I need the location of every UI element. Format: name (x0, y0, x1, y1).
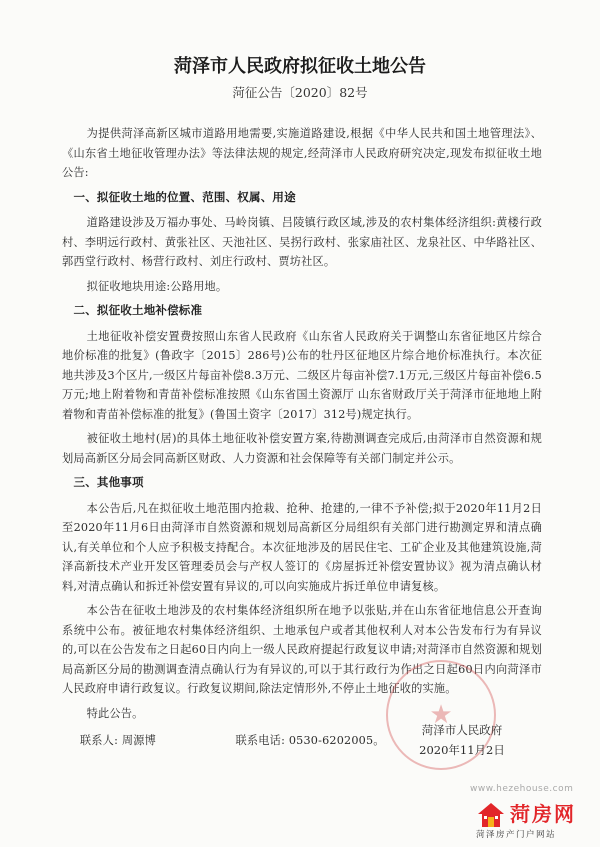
star-icon: ★ (429, 700, 453, 730)
section-1-paragraph-2: 拟征收地块用途:公路用地。 (86, 279, 228, 293)
contact-phone-suffix: 。 (373, 734, 385, 747)
signature-block (392, 720, 532, 760)
intro-paragraph: 为提供菏泽高新区城市道路用地需要,实施道路建设,根据《中华人民共和国土地管理法》、《山东省土地征收管理办法》等法律法规的规定,经菏泽市人民政府研究决定,现发布拟征收土地公告: (62, 127, 542, 179)
notice-body (62, 124, 542, 751)
section-2-heading: 二、拟征收土地补偿标准 (73, 303, 203, 317)
contact-phone-label: 联系电话: (235, 734, 286, 747)
watermark-url: www.hezehouse.com (470, 784, 574, 794)
section-3-paragraph-1: 本公告后,凡在拟征收土地范围内抢栽、抢种、抢建的,一律不予补偿;拟于2020年11月2日至2020年11月6日由菏泽市自然资源和规划局高新区分局组织有关部门进行勘测定界和清点确认,有关单位和个人应予积极支持配合。本次征地涉及的居民住宅、工矿企业及其他建筑设施,菏泽高新技术产业开发区管理委员会与产权人签订的《房屋拆迁补偿安置协议》视为清点确认材料,对清点确认和拆迁补偿安置有异议的,可以向实施成片拆迁单位申请复核。 (62, 501, 542, 593)
contact-phone: 0530-6202005 (288, 734, 374, 747)
section-1-paragraph-1: 道路建设涉及万福办事处、马岭岗镇、吕陵镇行政区域,涉及的农村集体经济组织:黄楼行政村、李明远行政村、黄张社区、天池社区、吴拐行政村、张家庙社区、龙泉社区、中华路社区、郭西堂行政村、杨营行政村、刘庄行政村、贾坊社区。 (62, 216, 542, 268)
section-3-heading: 三、其他事项 (73, 475, 144, 489)
issue-date: 2020年11月2日 (419, 743, 505, 757)
watermark-logo (476, 798, 596, 844)
brand-tagline: 菏泽房产门户网站 (476, 830, 557, 840)
contact-person: 周源博 (121, 734, 156, 747)
document-number: 菏征公告〔2020〕82号 (232, 85, 368, 100)
closing-line: 特此公告。 (86, 706, 144, 720)
section-2-paragraph-2: 被征收土地村(居)的具体土地征收补偿安置方案,待勘测调查完成后,由菏泽市自然资源和规划局高新区分局会同高新区财政、人力资源和社会保障等有关部门制定并公示。 (62, 432, 542, 465)
section-2-paragraph-1: 土地征收补偿安置费按照山东省人民政府《山东省人民政府关于调整山东省征地区片综合地价标准的批复》(鲁政字〔2015〕286号)公布的牡丹区征地区片综合地价标准执行。本次征地共涉及3个区片,一级区片每亩补偿8.3万元、二级区片每亩补偿7.1万元,三级区片每亩补偿6.5万元;地上附着物和青苗补偿标准按照《山东省国土资源厅 山东省财政厅关于菏泽市征地地上附着物和青苗补偿标准的批复》(鲁国土资字〔2017〕312号)规定执行。 (62, 329, 542, 421)
section-3-paragraph-2: 本公告在征收土地涉及的农村集体经济组织所在地予以张贴,并在山东省征地信息公开查询系统中公布。被征地农村集体经济组织、土地承包户或者其他权利人对本公告发布行为有异议的,可以在公告发布之日起60日内向上一级人民政府提起行政复议申请;对菏泽市自然资源和规划局高新区分局的勘测调查清点确认行为有异议的,可以于其行政行为作出之日起60日内向菏泽市人民政府申请行政复议。行政复议期间,除法定情形外,不停止土地征收的实施。 (62, 604, 542, 695)
contact-person-label: 联系人: (79, 734, 119, 747)
issuer-name: 菏泽市人民政府 (421, 723, 503, 737)
brand-name: 菏房网 (510, 802, 576, 826)
section-1-heading: 一、拟征收土地的位置、范围、权属、用途 (73, 189, 296, 204)
page-title: 菏泽市人民政府拟征收土地公告 (174, 56, 426, 77)
house-icon (476, 800, 506, 830)
